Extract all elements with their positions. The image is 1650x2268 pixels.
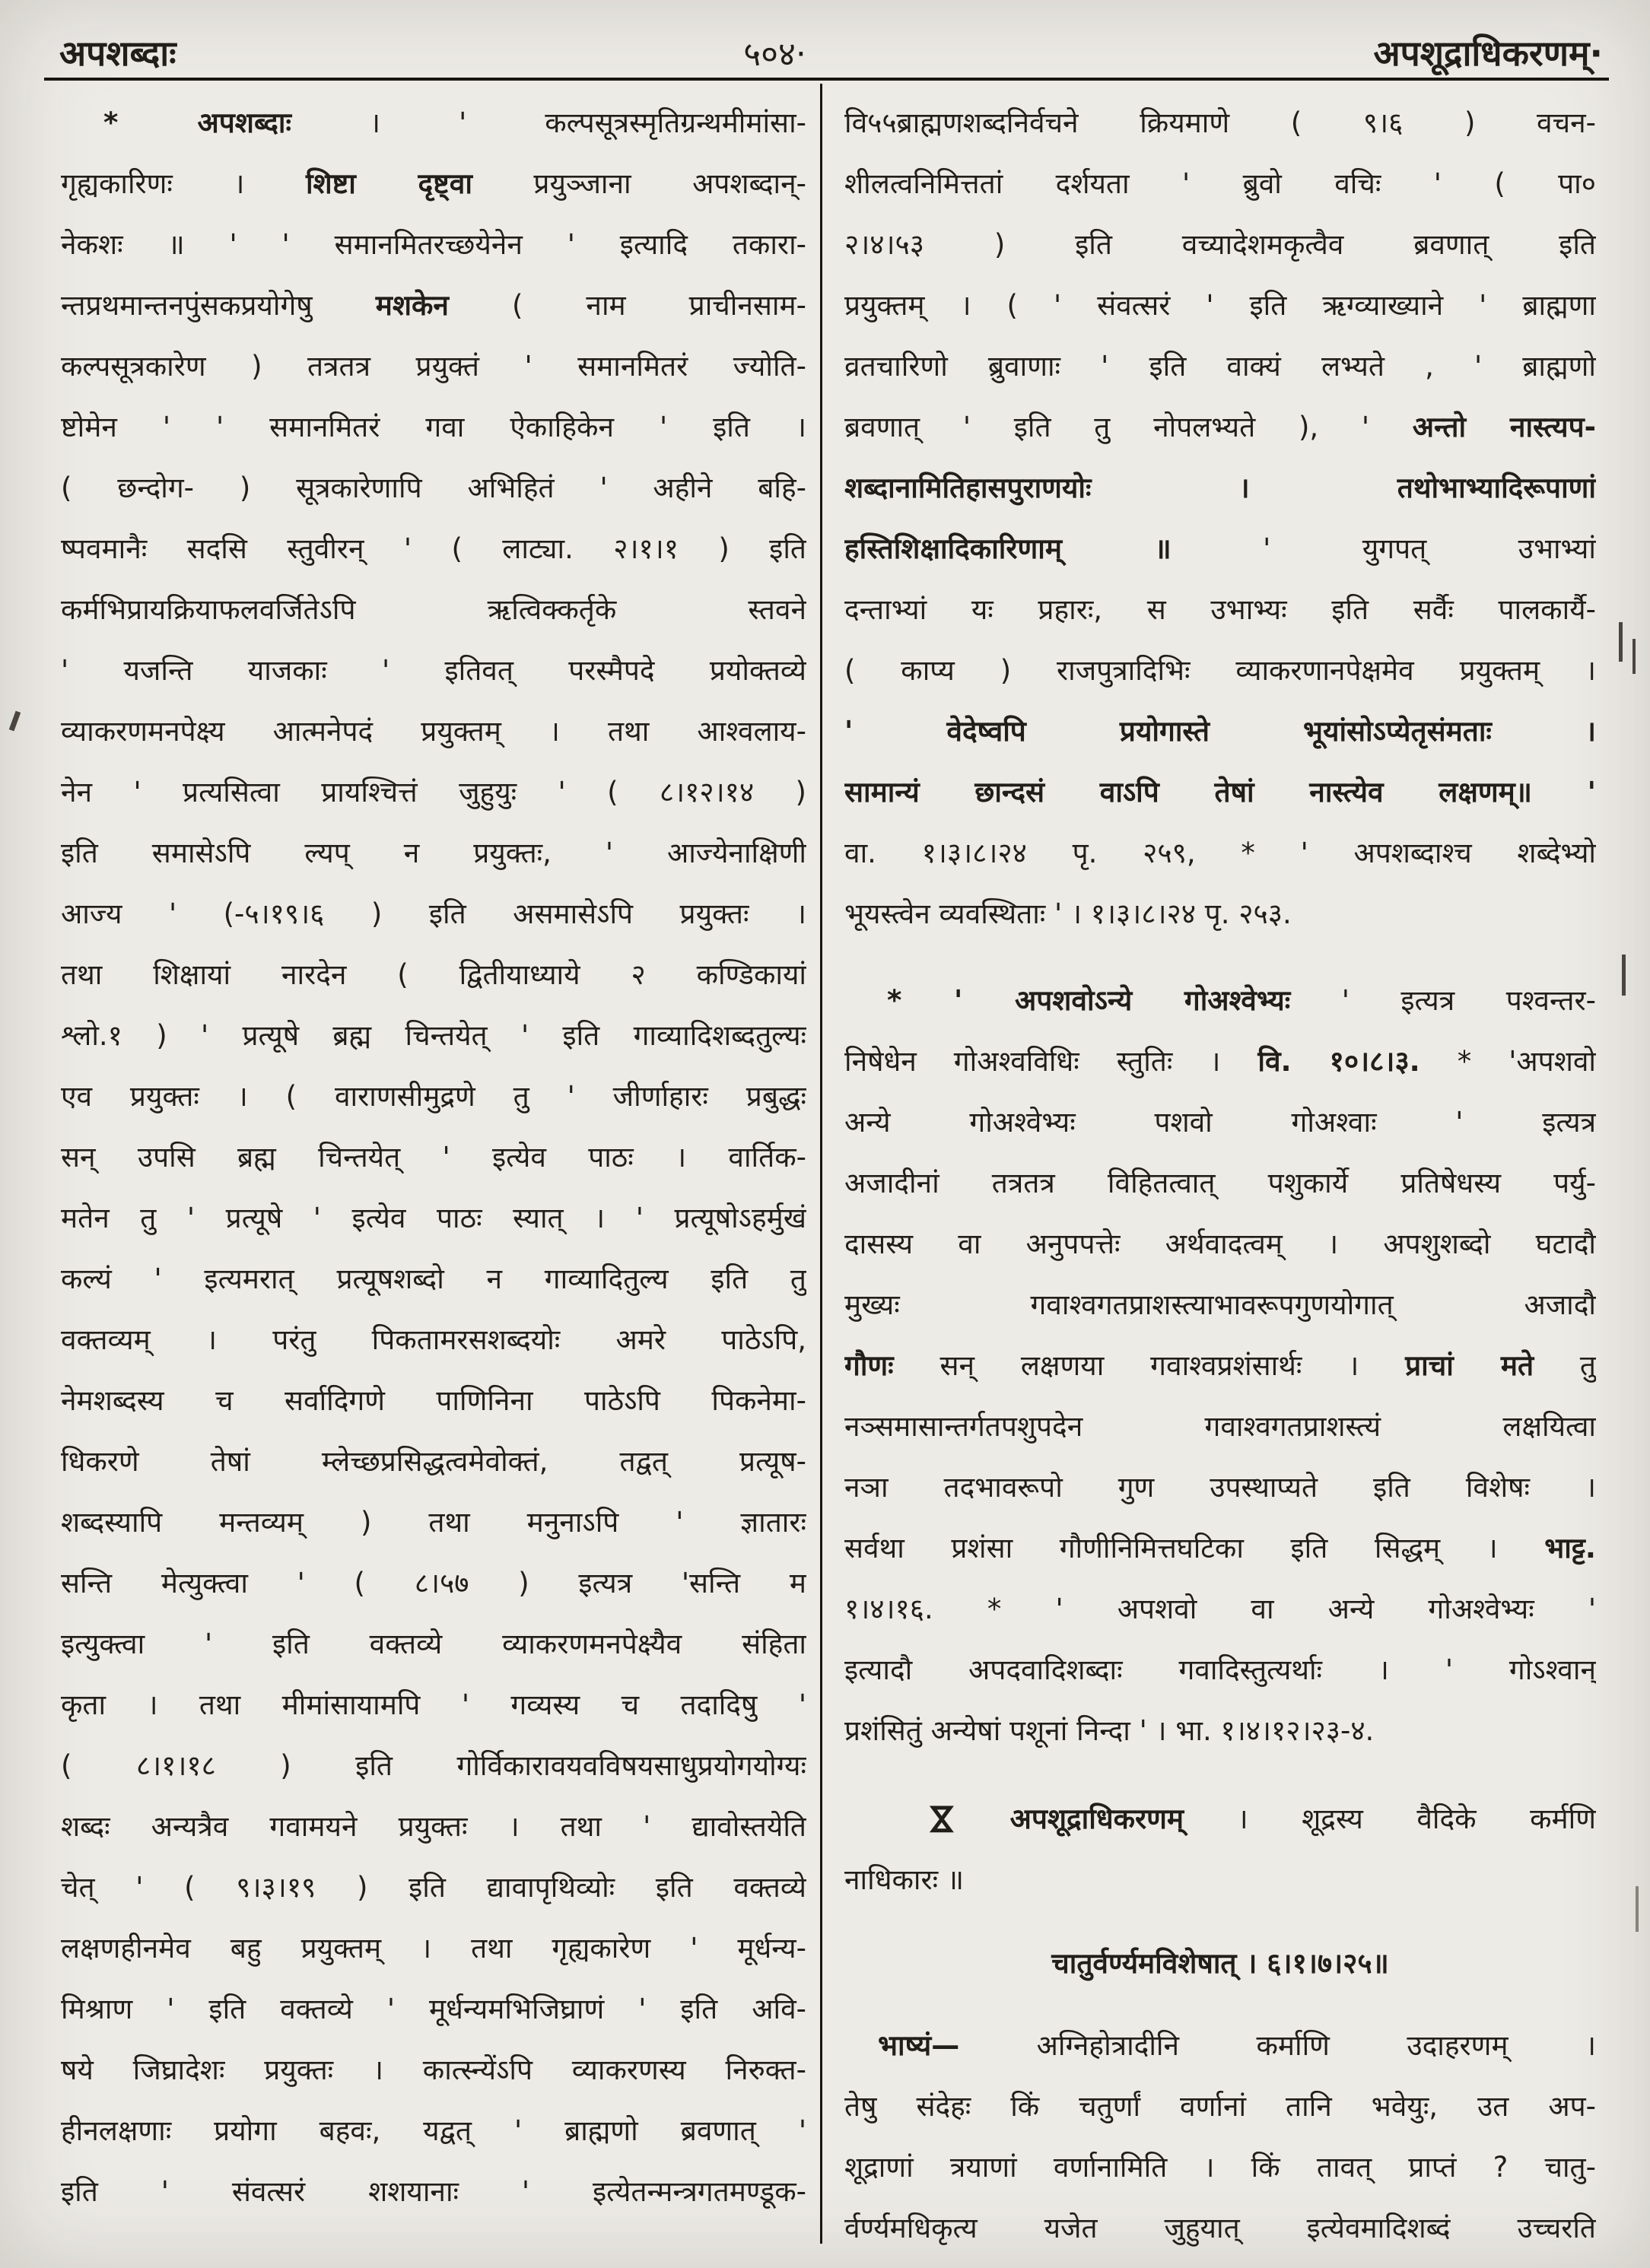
text-segment: कर्मभिप्रायक्रियाफलवर्जितेऽपि ऋत्विक्कर्तृके स्तवने	[61, 593, 806, 626]
text-line	[61, 1796, 806, 1857]
header-left-title: अपशब्दाः	[59, 33, 176, 74]
text-segment: प्रशंसितुं अन्येषां पशूनां निन्दा ' । भा. १।४।१२।२३-४.	[844, 1714, 1375, 1747]
text-segment: तेषु संदेहः किं चतुर्णां वर्णानां तानि भवेयुः, उत अप-	[844, 2090, 1596, 2123]
text-segment: अजादीनां तत्रतत्र विहितत्वात् पशुकार्ये प्रतिषेधस्य पर्यु-	[844, 1167, 1596, 1199]
text-segment: ' इत्यत्र पश्वन्तर-	[1290, 984, 1596, 1017]
text-segment: कृता । तथा मीमांसायामपि ' गव्यस्य च तदादिषु '	[61, 1688, 806, 1721]
text-line	[844, 1933, 1596, 1994]
text-line	[844, 580, 1596, 640]
text-line	[61, 1249, 806, 1310]
text-line	[844, 1153, 1596, 1214]
text-segment: इत्यादौ अपदवादिशब्दाः गवादिस्तुत्यर्थाः । ' गोऽश्वान्	[844, 1653, 1596, 1686]
text-segment: व्याकरणमनपेक्ष्य आत्मनेपदं प्रयुक्तम् । तथा आश्वलाय-	[61, 715, 806, 748]
text-block	[844, 1789, 1596, 1911]
text-segment: चेत् ' ( ९।३।१९ ) इति द्यावापृथिव्योः इति वक्तव्ये	[61, 1871, 806, 1904]
text-segment: चातुर्वर्ण्यमविशेषात् । ६।१।७।२५॥	[1051, 1947, 1389, 1980]
text-segment: । ' कल्पसूत्रस्मृतिग्रन्थमीमांसा-	[291, 106, 806, 139]
text-line	[844, 458, 1596, 519]
text-segment: अपशवोऽन्ये गोअश्वेभ्यः	[1014, 984, 1291, 1017]
text-line	[844, 519, 1596, 580]
text-line	[61, 1857, 806, 1918]
text-line	[844, 214, 1596, 275]
text-line	[844, 1701, 1596, 1761]
text-line	[844, 2015, 1596, 2076]
text-segment: श्लो.१ ) ' प्रत्यूषे ब्रह्म चिन्तयेत् ' इति गाव्यादिशब्दतुल्यः	[61, 1019, 806, 1052]
text-line	[61, 1371, 806, 1431]
text-segment: अन्ये गोअश्वेभ्यः पशवो गोअश्वाः ' इत्यत्र	[844, 1106, 1596, 1139]
text-segment: दन्ताभ्यां यः प्रहारः, स उभाभ्यः इति सर्वैः पालकार्यै-	[844, 593, 1596, 626]
text-line	[61, 154, 806, 214]
scan-artifact	[1633, 639, 1636, 674]
text-segment: षये जिघ्रादेशः प्रयुक्तः । कात्स्न्येंऽपि व्याकरणस्य निरुक्त-	[61, 2054, 806, 2086]
text-line	[61, 1005, 806, 1066]
text-segment: सामान्यं छान्दसं वाऽपि तेषां नास्त्येव लक्षणम्॥ '	[844, 776, 1596, 808]
text-segment: तु	[1534, 1349, 1596, 1382]
left-column	[61, 93, 806, 2222]
text-segment: शब्दानामितिहासपुराणयोः । तथोभाभ्यादिरूपाणां	[844, 472, 1596, 504]
scan-artifact	[9, 711, 21, 732]
text-line	[844, 93, 1596, 154]
text-line	[61, 2101, 806, 2162]
text-line	[61, 336, 806, 397]
text-block	[844, 1933, 1596, 1994]
text-segment: कल्यं ' इत्यमरात् प्रत्यूषशब्दो न गाव्यादितुल्य इति तु	[61, 1263, 806, 1295]
text-line	[844, 1336, 1596, 1396]
text-line	[61, 945, 806, 1005]
text-line	[61, 640, 806, 701]
text-segment: नाधिकारः ॥	[844, 1863, 964, 1896]
text-line	[61, 519, 806, 580]
text-block	[844, 93, 1596, 945]
text-line	[844, 1396, 1596, 1457]
section-ornament-icon: ⋈	[923, 1802, 962, 1837]
text-segment: इति ' संवत्सरं शशयानाः ' इत्येतन्मन्त्रगतमण्डूक-	[61, 2175, 806, 2208]
text-segment: हीनलक्षणाः प्रयोगा बहवः, यद्वत् ' ब्राह्मणो ब्रवणात् '	[61, 2114, 806, 2147]
text-line	[61, 823, 806, 884]
column-divider	[820, 84, 822, 2244]
text-segment: वक्तव्यम् । परंतु पिकतामरसशब्दयोः अमरे पाठेऽपि,	[61, 1323, 806, 1356]
text-segment: दासस्य वा अनुपपत्तेः अर्थवादत्वम् । अपशुशब्दो घटादौ	[844, 1228, 1596, 1260]
scan-artifact	[1619, 622, 1623, 662]
text-line	[844, 1457, 1596, 1518]
text-line	[61, 458, 806, 519]
text-segment: सन् लक्षणया गवाश्वप्रशंसार्थः ।	[893, 1349, 1406, 1382]
text-segment: ' वेदेष्वपि प्रयोगास्ते भूयांसोऽप्येतृसंमताः ।	[844, 715, 1596, 748]
text-line	[844, 884, 1596, 945]
header-right-title: अपशूद्राधिकरणम्·	[1373, 33, 1603, 74]
text-segment: ' युगपत् उभाभ्यां	[1171, 532, 1596, 565]
text-segment: वि. १०।८।३.	[1257, 1045, 1420, 1078]
text-segment: सन् उपसि ब्रह्म चिन्तयेत् ' इत्येव पाठः । वार्तिक-	[61, 1141, 806, 1174]
text-line	[844, 970, 1596, 1031]
text-line	[61, 397, 806, 458]
text-segment: र्वर्ण्यमधिकृत्य यजेत जुहुयात् इत्येवमादिशब्दं उच्चरति	[844, 2212, 1596, 2244]
text-line	[844, 1275, 1596, 1336]
text-line	[61, 1127, 806, 1188]
text-line	[844, 701, 1596, 762]
text-segment: नेन ' प्रत्यसित्वा प्रायश्चित्तं जुहुयुः ' ( ८।१२।१४ )	[61, 776, 806, 808]
text-line	[61, 1310, 806, 1371]
text-block	[61, 93, 806, 2222]
text-segment: ष्पवमानैः सदसि स्तुवीरन् ' ( लाट्या. २।१।१ ) इति	[61, 532, 806, 565]
text-segment: नञा तदभावरूपो गुण उपस्थाप्यते इति विशेषः ।	[844, 1471, 1596, 1504]
text-line	[61, 1918, 806, 1979]
page-number: ५०४·	[743, 35, 806, 74]
text-segment: मशकेन	[375, 289, 449, 322]
text-line	[844, 1092, 1596, 1153]
text-segment: ष्टोमेन ' ' समानमितरं गवा ऐकाहिकेन ' इति ।	[61, 411, 806, 443]
text-segment: धिकरणे तेषां म्लेच्छप्रसिद्धत्वमेवोक्तं, तद्वत् प्रत्यूष-	[61, 1445, 806, 1478]
text-segment: शब्दस्यापि मन्तव्यम् ) तथा मनुनाऽपि ' ज्ञातारः	[61, 1506, 806, 1539]
text-line	[61, 1431, 806, 1492]
text-line	[844, 1031, 1596, 1092]
text-line	[844, 1850, 1596, 1911]
text-segment: शीलत्वनिमित्ततां दर्शयता ' ब्रुवो वचिः ' ( पा०	[844, 167, 1596, 200]
text-line	[844, 823, 1596, 884]
text-line	[844, 275, 1596, 336]
text-line	[844, 2137, 1596, 2198]
text-segment: मिश्राण ' इति वक्तव्ये ' मूर्धन्यमभिजिघ्राणं ' इति अवि-	[61, 1993, 806, 2025]
text-line	[61, 701, 806, 762]
text-segment: भूयस्त्वेन व्यवस्थिताः ' । १।३।८।२४ पृ. २५३.	[844, 897, 1292, 930]
text-line	[61, 275, 806, 336]
text-line	[61, 1188, 806, 1249]
right-column	[844, 93, 1596, 2259]
text-segment: आज्य ' (-५।१९।६ ) इति असमासेऽपि प्रयुक्तः ।	[61, 897, 806, 930]
text-line	[844, 1789, 1596, 1850]
text-segment: कल्पसूत्रकारेण ) तत्रतत्र प्रयुक्तं ' समानमितरं ज्योति-	[61, 350, 806, 383]
text-line	[61, 93, 806, 154]
text-line	[61, 1614, 806, 1675]
text-line	[61, 1675, 806, 1736]
text-segment: इत्युक्त्वा ' इति वक्तव्ये व्याकरणमनपेक्ष्यैव संहिता	[61, 1628, 806, 1660]
text-line	[61, 1979, 806, 2040]
text-line	[844, 2198, 1596, 2259]
text-line	[844, 1214, 1596, 1275]
text-segment: अपशब्दाः	[197, 106, 291, 139]
text-line	[61, 762, 806, 823]
text-segment: वा. १।३।८।२४ पृ. २५९, * ' अपशब्दाश्च शब्देभ्यो	[844, 837, 1596, 869]
text-segment: ब्रवणात् ' इति तु नोपलभ्यते ), '	[844, 411, 1413, 443]
text-segment: प्राचां मते	[1405, 1349, 1534, 1382]
text-segment: न्तप्रथमान्तनपुंसकप्रयोगेषु	[61, 289, 376, 322]
text-segment: सर्वथा प्रशंसा गौणीनिमित्तघटिका इति सिद्धम् ।	[844, 1532, 1545, 1564]
text-line	[61, 884, 806, 945]
text-segment: अग्निहोत्रादीनि कर्माणि उदाहरणम् ।	[959, 2029, 1596, 2062]
text-line	[844, 2076, 1596, 2137]
text-segment: नेकशः ॥ ' ' समानमितरच्छयेनेन ' इत्यादि तकारा-	[61, 228, 806, 261]
text-line	[844, 1518, 1596, 1579]
scan-artifact	[1622, 955, 1626, 996]
text-segment: नेमशब्दस्य च सर्वादिगणे पाणिनिना पाठेऽपि पिकनेमा-	[61, 1384, 806, 1417]
text-line	[61, 580, 806, 640]
text-segment: भाष्यं—	[878, 2029, 960, 2062]
text-line	[844, 640, 1596, 701]
text-segment: * '	[887, 984, 1015, 1017]
text-segment: मुख्यः गवाश्वगतप्राशस्त्याभावरूपगुणयोगात् अजादौ	[844, 1288, 1596, 1321]
text-segment: । शूद्रस्य वैदिके कर्मणि	[1184, 1803, 1596, 1835]
text-segment: * 'अपशवो	[1420, 1045, 1596, 1078]
text-line	[844, 1640, 1596, 1701]
text-segment: गृह्यकारिणः ।	[61, 167, 306, 200]
text-segment: ( ८।१।१८ ) इति गोर्विकारावयवविषयसाधुप्रयोगयोग्यः	[61, 1749, 806, 1782]
text-segment: २।४।५३ ) इति वच्यादेशमकृत्वैव ब्रवणात् इति	[844, 228, 1596, 261]
text-line	[61, 1553, 806, 1614]
text-line	[844, 762, 1596, 823]
text-segment: इति समासेऽपि ल्यप् न प्रयुक्तः, ' आज्येनाक्षिणी	[61, 837, 806, 869]
text-segment: हस्तिशिक्षादिकारिणाम् ॥	[844, 532, 1172, 565]
text-segment: शिष्टा दृष्ट्वा	[305, 167, 472, 200]
text-line	[844, 336, 1596, 397]
scan-artifact	[1636, 1886, 1639, 1932]
text-segment: १।४।१६. * ' अपशवो वा अन्ये गोअश्वेभ्यः '	[844, 1593, 1596, 1625]
text-segment: तथा शिक्षायां नारदेन ( द्वितीयाध्याये २ कण्डिकायां	[61, 958, 806, 991]
text-segment: एव प्रयुक्तः । ( वाराणसीमुद्रणे तु ' जीर्णाहारः प्रबुद्धः	[61, 1080, 806, 1113]
text-segment: वि५५ब्राह्मणशब्दनिर्वचने क्रियमाणे ( ९।६ ) वचन-	[844, 106, 1596, 139]
header-rule	[44, 78, 1609, 81]
text-segment: शब्दः अन्यत्रैव गवामयने प्रयुक्तः । तथा ' द्यावोस्तयेति	[61, 1810, 806, 1843]
text-segment: व्रतचारिणो ब्रुवाणाः ' इति वाक्यं लभ्यते , ' ब्राह्मणो	[844, 350, 1596, 383]
text-segment: अन्तो नास्त्यप-	[1412, 411, 1596, 443]
text-segment: गौणः	[844, 1349, 894, 1382]
text-block	[844, 970, 1596, 1761]
page-header	[59, 29, 1603, 76]
text-segment: शूद्राणां त्रयाणां वर्णानामिति । किं तावत् प्राप्तं ? चातु-	[844, 2151, 1596, 2184]
text-line	[61, 1066, 806, 1127]
text-segment: लक्षणहीनमेव बहु प्रयुक्तम् । तथा गृह्यकारेण ' मूर्धन्य-	[61, 1932, 806, 1965]
text-line	[61, 2162, 806, 2222]
text-segment: ( काप्य ) राजपुत्रादिभिः व्याकरणानपेक्षमेव प्रयुक्तम् ।	[844, 654, 1596, 687]
text-segment: ( छन्दोग- ) सूत्रकारेणापि अभिहितं ' अहीने बहि-	[61, 472, 806, 504]
text-segment: ' यजन्ति याजकाः ' इतिवत् परस्मैपदे प्रयोक्तव्ये	[61, 654, 806, 687]
text-line	[844, 154, 1596, 214]
text-segment: *	[103, 106, 198, 139]
text-line	[844, 1579, 1596, 1640]
text-segment: निषेधेन गोअश्वविधिः स्तुतिः ।	[844, 1045, 1258, 1078]
text-block	[844, 2015, 1596, 2259]
text-segment: सन्ति मेत्युक्त्वा ' ( ८।५७ ) इत्यत्र 'सन्ति म	[61, 1567, 806, 1599]
text-line	[61, 1736, 806, 1796]
text-segment: मतेन तु ' प्रत्यूषे ' इत्येव पाठः स्यात् । ' प्रत्यूषोऽहर्मुखं	[61, 1202, 806, 1234]
text-line	[61, 1492, 806, 1553]
text-segment: प्रयुक्तम् । ( ' संवत्सरं ' इति ऋग्व्याख्याने ' ब्राह्मणा	[844, 289, 1596, 322]
text-segment: अपशूद्राधिकरणम्	[1009, 1803, 1184, 1835]
text-segment: नञ्समासान्तर्गतपशुपदेन गवाश्वगतप्राशस्त्यं लक्षयित्वा	[844, 1410, 1596, 1443]
text-line	[61, 2040, 806, 2101]
text-segment: ( नाम प्राचीनसाम-	[448, 289, 806, 322]
text-line	[844, 397, 1596, 458]
text-segment: भाट्ट.	[1544, 1532, 1596, 1564]
text-segment: प्रयुञ्जाना अपशब्दान्-	[472, 167, 806, 200]
text-line	[61, 214, 806, 275]
